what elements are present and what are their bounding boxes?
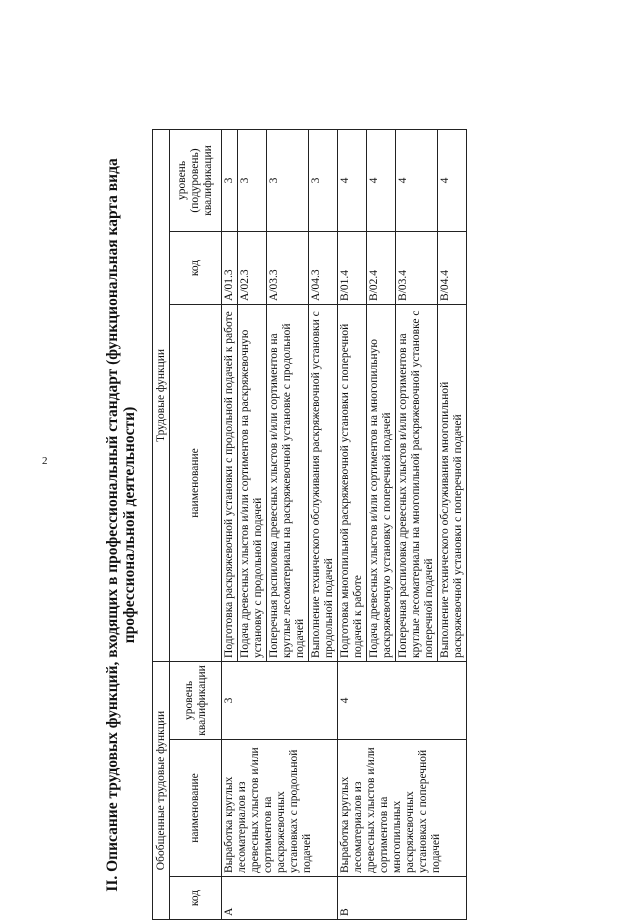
function-code: B/03.4: [396, 231, 438, 304]
header-code: код: [170, 877, 222, 920]
function-level: 4: [438, 129, 467, 231]
group-code: В: [338, 877, 467, 920]
functional-map-table: [152, 129, 467, 920]
header-row-1: [153, 129, 170, 919]
header-row-2: [170, 129, 222, 919]
function-level: 3: [309, 129, 338, 231]
function-name: Подача древесных хлыстов и/или сортиментов на раскряжевочную установку с продольной подачей: [238, 304, 267, 661]
function-level: 3: [238, 129, 267, 231]
function-level: 4: [396, 129, 438, 231]
function-level: 3: [222, 129, 238, 231]
function-name: Выполнение технического обслуживания многопильной раскряжевочной установки с поперечной подачей: [438, 304, 467, 661]
table-row: [338, 129, 367, 919]
header-labor-code: код: [170, 231, 222, 304]
section-title-line-1: II. Описание трудовых функций, входящих в профессиональный стандарт (функциональная карта вида: [104, 158, 121, 892]
header-sublevel: уровень (подуровень) квалификации: [170, 129, 222, 231]
group-name: Выработка круглых лесоматериалов из древесных хлыстов и/или сортиментов на раскряжевочных установках с продольной подачей: [222, 740, 338, 877]
function-code: B/01.4: [338, 231, 367, 304]
function-name: Подача древесных хлыстов и/или сортиментов на многопильную раскряжевочную установку с поперечной подачей: [367, 304, 396, 661]
function-name: Выполнение технического обслуживания раскряжевочной установки с продольной подачей: [309, 304, 338, 661]
function-level: 4: [367, 129, 396, 231]
group-level: 3: [222, 661, 338, 739]
function-code: A/04.3: [309, 231, 338, 304]
section-title: [102, 130, 152, 920]
header-labor-functions: Трудовые функции: [153, 129, 170, 661]
header-generalized-functions: Обобщенные трудовые функции: [153, 661, 170, 919]
rotated-content: [102, 130, 528, 920]
group-level: 4: [338, 661, 467, 739]
function-level: 3: [267, 129, 309, 231]
function-name: Поперечная распиловка древесных хлыстов и/или сортиментов на круглые лесоматериалы на многопильной раскряжевочной установке с поперечной подачей: [396, 304, 438, 661]
function-level: 4: [338, 129, 367, 231]
function-code: A/03.3: [267, 231, 309, 304]
function-name: Поперечная распиловка древесных хлыстов и/или сортиментов на круглые лесоматериалы на раскряжевочной установке с продольной подачей: [267, 304, 309, 661]
function-code: A/01.3: [222, 231, 238, 304]
group-code: А: [222, 877, 338, 920]
group-name: Выработка круглых лесоматериалов из древесных хлыстов и/или сортиментов на многопильных раскряжевочных установках с поперечной подачей: [338, 740, 467, 877]
header-labor-name: наименование: [170, 304, 222, 661]
function-code: B/04.4: [438, 231, 467, 304]
function-code: B/02.4: [367, 231, 396, 304]
function-code: A/02.3: [238, 231, 267, 304]
header-name: наименование: [170, 740, 222, 877]
header-level: уровень квалификации: [170, 661, 222, 739]
section-title-line-2: профессиональной деятельности): [121, 406, 138, 644]
function-name: Подготовка многопильной раскряжевочной установки с поперечной подачей к работе: [338, 304, 367, 661]
page-number: 2: [42, 455, 48, 467]
table-row: [222, 129, 238, 919]
function-name: Подготовка раскряжевочной установки с продольной подачей к работе: [222, 304, 238, 661]
